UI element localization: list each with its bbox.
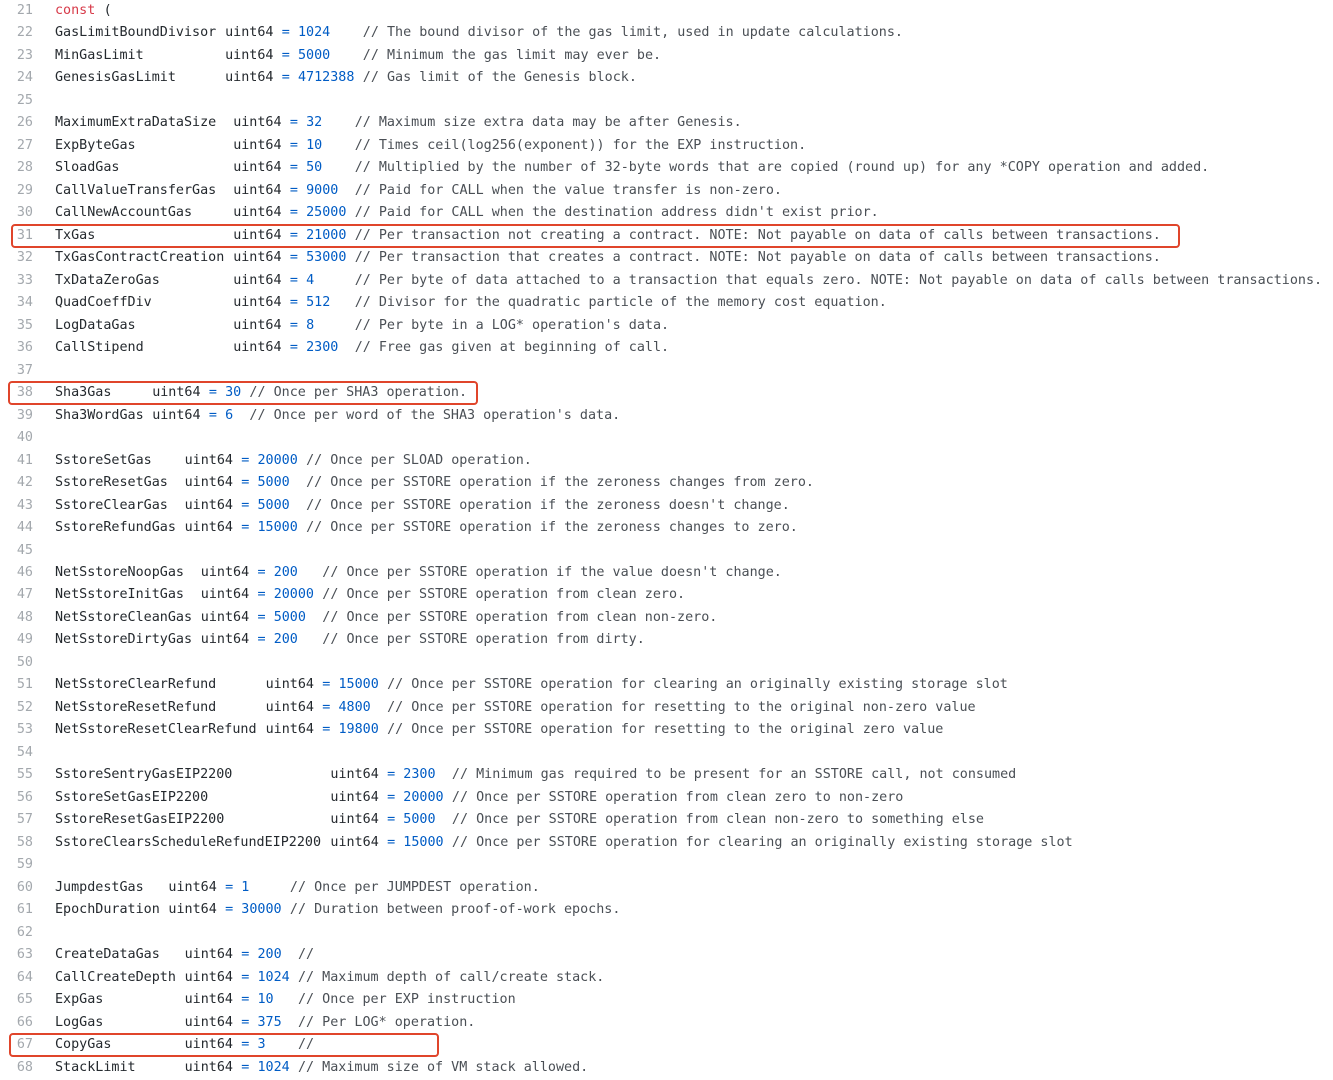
- constant-name: NetSstoreResetRefund: [55, 699, 217, 715]
- constant-value: 21000: [306, 227, 347, 243]
- code-comment: // Times ceil(log256(exponent)) for the EXP instruction.: [354, 137, 807, 153]
- line-number: 55: [16, 767, 33, 783]
- open-paren: (: [103, 3, 112, 18]
- line-number: 49: [16, 632, 33, 648]
- line-number: 32: [16, 250, 33, 266]
- type-name: uint64: [330, 767, 379, 783]
- constant-value: 4: [306, 272, 315, 288]
- constant-name: CreateDataGas: [55, 947, 160, 963]
- equals-operator: =: [241, 452, 250, 468]
- type-name: uint64: [168, 879, 217, 895]
- equals-operator: =: [289, 205, 298, 221]
- constant-value: 19800: [338, 722, 379, 738]
- constant-name: NetSstoreNoopGas: [55, 565, 184, 580]
- line-number: 30: [16, 205, 33, 221]
- line-number: 63: [16, 947, 33, 963]
- code-comment: // Once per SSTORE operation for resetting to the original zero value: [387, 722, 944, 738]
- constant-value: 6: [225, 407, 234, 423]
- constant-name: TxGas: [55, 227, 96, 243]
- constant-name: SstoreClearsScheduleRefundEIP2200: [55, 834, 322, 850]
- constant-name: TxDataZeroGas: [55, 272, 160, 288]
- code-comment: // Once per SSTORE operation if the zeroness changes from zero.: [306, 475, 814, 491]
- constant-value: 10: [257, 992, 274, 1008]
- constant-value: 25000: [306, 205, 347, 221]
- equals-operator: =: [289, 160, 298, 176]
- code-comment: // Per byte in a LOG* operation's data.: [354, 317, 670, 333]
- code-comment: // Once per SSTORE operation from clean non-zero to something else: [451, 812, 984, 828]
- equals-operator: =: [208, 407, 217, 423]
- line-number: 21: [16, 3, 33, 18]
- constant-name: NetSstoreDirtyGas: [55, 632, 193, 648]
- constant-value: 4800: [338, 699, 371, 715]
- line-number: 45: [16, 542, 33, 558]
- code-line: [0, 90, 1333, 112]
- code-comment: // Minimum gas required to be present for an SSTORE call, not consumed: [451, 767, 1017, 783]
- type-name: uint64: [200, 565, 250, 580]
- constant-name: CallStipend: [55, 340, 144, 356]
- code-line: [0, 135, 1333, 157]
- equals-operator: =: [257, 587, 266, 603]
- type-name: uint64: [184, 452, 233, 468]
- constant-value: 4712388: [298, 70, 355, 86]
- line-number: 27: [16, 137, 33, 153]
- type-name: uint64: [233, 317, 282, 333]
- code-comment: // Once per SSTORE operation if the zeroness doesn't change.: [306, 497, 790, 513]
- type-name: uint64: [233, 272, 282, 288]
- constant-value: 2300: [306, 340, 339, 356]
- code-line: [0, 832, 1333, 854]
- code-comment: // Once per SSTORE operation from clean non-zero.: [322, 609, 718, 625]
- equals-operator: =: [322, 722, 331, 738]
- line-number: 52: [16, 699, 33, 715]
- code-comment: // Once per SSTORE operation from dirty.: [322, 632, 645, 648]
- equals-operator: =: [289, 295, 298, 311]
- type-name: uint64: [233, 115, 282, 131]
- constant-name: LogGas: [55, 1014, 104, 1030]
- equals-operator: =: [241, 1014, 250, 1030]
- constant-name: SstoreClearGas: [55, 497, 168, 513]
- line-number: 64: [16, 969, 33, 985]
- type-name: uint64: [330, 789, 379, 805]
- equals-operator: =: [289, 182, 298, 198]
- line-number: 62: [16, 924, 33, 940]
- constant-name: SstoreSetGasEIP2200: [55, 789, 209, 805]
- code-comment: // Once per JUMPDEST operation.: [289, 879, 540, 895]
- code-comment: // Per LOG* operation.: [298, 1014, 476, 1030]
- code-comment: // Once per SHA3 operation.: [249, 385, 468, 401]
- equals-operator: =: [387, 812, 396, 828]
- code-comment: // Once per SSTORE operation from clean zero to non-zero: [451, 789, 904, 805]
- code-line: [0, 809, 1333, 831]
- code-comment: // Once per SSTORE operation for resetting to the original non-zero value: [387, 699, 976, 715]
- type-name: uint64: [233, 227, 282, 243]
- constant-name: NetSstoreResetClearRefund: [55, 722, 257, 738]
- line-number: 39: [16, 407, 33, 423]
- line-number: 43: [16, 497, 33, 513]
- line-number: 40: [16, 430, 33, 446]
- equals-operator: =: [241, 1037, 250, 1053]
- code-comment: // Per transaction that creates a contract. NOTE: Not payable on data of calls between transactions.: [354, 250, 1161, 266]
- code-comment: // Duration between proof-of-work epochs.: [289, 902, 621, 918]
- constant-value: 3: [257, 1037, 266, 1053]
- constant-value: 1024: [257, 1059, 290, 1075]
- type-name: uint64: [233, 340, 282, 356]
- constant-name: CallCreateDepth: [55, 969, 176, 985]
- type-name: uint64: [184, 1014, 233, 1030]
- equals-operator: =: [208, 385, 217, 401]
- type-name: uint64: [184, 969, 233, 985]
- constant-name: NetSstoreCleanGas: [55, 609, 193, 625]
- equals-operator: =: [387, 834, 396, 850]
- constant-name: SstoreRefundGas: [55, 520, 176, 536]
- code-comment: // Divisor for the quadratic particle of the memory cost equation.: [354, 295, 887, 311]
- line-number: 41: [16, 452, 33, 468]
- constant-value: 15000: [338, 677, 379, 693]
- line-number: 26: [16, 115, 33, 131]
- highlight-box: [11, 224, 1180, 248]
- type-name: uint64: [200, 609, 250, 625]
- constant-value: 5000: [403, 812, 436, 828]
- line-number: 66: [16, 1014, 33, 1030]
- line-number: 60: [16, 879, 33, 895]
- type-name: uint64: [225, 47, 274, 63]
- code-line: [0, 360, 1333, 382]
- line-number: 65: [16, 992, 33, 1008]
- equals-operator: =: [281, 47, 290, 63]
- constant-name: QuadCoeffDiv: [55, 295, 152, 311]
- line-number: 25: [16, 92, 33, 108]
- code-line: [0, 674, 1333, 696]
- code-comment: // Once per word of the SHA3 operation's data.: [249, 407, 621, 423]
- line-number: 59: [16, 857, 33, 873]
- line-number: 24: [16, 70, 33, 86]
- code-line: [0, 989, 1333, 1011]
- code-comment: // Once per SSTORE operation from clean zero.: [322, 587, 686, 603]
- code-line: [0, 922, 1333, 944]
- constant-value: 30000: [241, 902, 282, 918]
- code-comment: // Per byte of data attached to a transaction that equals zero. NOTE: Not payable on data of calls between transactions.: [354, 272, 1323, 288]
- type-name: uint64: [152, 385, 201, 401]
- code-line: [0, 427, 1333, 449]
- type-name: uint64: [184, 992, 233, 1008]
- equals-operator: =: [281, 25, 290, 41]
- equals-operator: =: [241, 969, 250, 985]
- constant-value: 200: [273, 632, 298, 648]
- equals-operator: =: [241, 520, 250, 536]
- constant-value: 20000: [403, 789, 444, 805]
- type-name: uint64: [233, 250, 282, 266]
- type-name: uint64: [168, 902, 217, 918]
- constant-value: 2300: [403, 767, 436, 783]
- highlight-box: [8, 381, 478, 405]
- equals-operator: =: [257, 632, 266, 648]
- code-line: [0, 1012, 1333, 1034]
- code-line: [0, 292, 1333, 314]
- type-name: uint64: [225, 70, 274, 86]
- constant-name: LogDataGas: [55, 317, 136, 333]
- constant-value: 200: [257, 947, 282, 963]
- code-line: [0, 540, 1333, 562]
- constant-value: 5000: [257, 475, 290, 491]
- equals-operator: =: [241, 1059, 250, 1075]
- constant-name: TxGasContractCreation: [55, 250, 225, 266]
- line-number: 54: [16, 744, 33, 760]
- line-number: 46: [16, 565, 33, 580]
- code-line: [0, 337, 1333, 359]
- type-name: uint64: [233, 295, 282, 311]
- equals-operator: =: [289, 250, 298, 266]
- constant-name: JumpdestGas: [55, 879, 144, 895]
- code-line: [0, 112, 1333, 134]
- constant-name: GenesisGasLimit: [55, 70, 176, 86]
- type-name: uint64: [233, 182, 282, 198]
- highlight-box: [9, 1033, 439, 1057]
- type-name: uint64: [152, 407, 201, 423]
- line-number: 51: [16, 677, 33, 693]
- equals-operator: =: [257, 565, 266, 580]
- equals-operator: =: [322, 677, 331, 693]
- line-number: 61: [16, 902, 33, 918]
- code-line: [0, 495, 1333, 517]
- line-number: 36: [16, 340, 33, 356]
- code-line: [0, 0, 1333, 22]
- code-comment: //: [298, 947, 315, 963]
- constant-name: CopyGas: [55, 1037, 112, 1053]
- code-line: [0, 697, 1333, 719]
- code-comment: // Paid for CALL when the value transfer is non-zero.: [354, 182, 782, 198]
- code-line: [0, 157, 1333, 179]
- constant-value: 1: [241, 879, 250, 895]
- constant-name: SloadGas: [55, 160, 120, 176]
- code-line: [0, 787, 1333, 809]
- line-number: 47: [16, 587, 33, 603]
- code-comment: // The bound divisor of the gas limit, used in update calculations.: [362, 25, 903, 41]
- constant-value: 5000: [298, 47, 331, 63]
- constant-name: NetSstoreClearRefund: [55, 677, 217, 693]
- constant-name: GasLimitBoundDivisor: [55, 25, 217, 41]
- type-name: uint64: [330, 812, 379, 828]
- equals-operator: =: [289, 272, 298, 288]
- equals-operator: =: [289, 137, 298, 153]
- equals-operator: =: [289, 115, 298, 131]
- constant-value: 20000: [257, 452, 298, 468]
- line-number: 67: [16, 1037, 33, 1053]
- code-comment: // Multiplied by the number of 32-byte words that are copied (round up) for any *COPY operation and added.: [354, 160, 1210, 176]
- code-comment: // Maximum size extra data may be after Genesis.: [354, 115, 742, 131]
- line-number: 48: [16, 609, 33, 625]
- constant-name: CallValueTransferGas: [55, 182, 217, 198]
- line-number: 68: [16, 1059, 33, 1075]
- const-keyword: const: [55, 3, 96, 18]
- line-number: 22: [16, 25, 33, 41]
- code-line: [0, 472, 1333, 494]
- code-comment: // Once per EXP instruction: [298, 992, 516, 1008]
- constant-name: MinGasLimit: [55, 47, 144, 63]
- constant-value: 5000: [273, 609, 306, 625]
- type-name: uint64: [233, 160, 282, 176]
- equals-operator: =: [322, 699, 331, 715]
- code-line: [0, 899, 1333, 921]
- constant-value: 15000: [403, 834, 444, 850]
- code-line: [0, 967, 1333, 989]
- type-name: uint64: [184, 947, 233, 963]
- code-line: [0, 22, 1333, 44]
- equals-operator: =: [257, 609, 266, 625]
- code-line: [0, 764, 1333, 786]
- code-line: [0, 607, 1333, 629]
- line-number: 28: [16, 160, 33, 176]
- line-number: 33: [16, 272, 33, 288]
- constant-name: SstoreResetGas: [55, 475, 168, 491]
- code-comment: // Maximum depth of call/create stack.: [298, 969, 605, 985]
- code-comment: // Free gas given at beginning of call.: [354, 340, 670, 356]
- constant-value: 53000: [306, 250, 347, 266]
- constant-value: 8: [306, 317, 315, 333]
- equals-operator: =: [289, 227, 298, 243]
- code-line: [0, 517, 1333, 539]
- code-line: [0, 584, 1333, 606]
- constant-name: SstoreSentryGasEIP2200: [55, 767, 233, 783]
- line-number: 57: [16, 812, 33, 828]
- line-number: 35: [16, 317, 33, 333]
- code-line: [0, 652, 1333, 674]
- code-line: [0, 45, 1333, 67]
- constant-name: ExpByteGas: [55, 137, 136, 153]
- constant-value: 512: [306, 295, 331, 311]
- type-name: uint64: [184, 520, 233, 536]
- code-line: [0, 315, 1333, 337]
- equals-operator: =: [241, 497, 250, 513]
- constant-name: SstoreResetGasEIP2200: [55, 812, 225, 828]
- code-line: [0, 270, 1333, 292]
- constant-value: 10: [306, 137, 323, 153]
- type-name: uint64: [330, 834, 379, 850]
- code-comment: // Per transaction not creating a contract. NOTE: Not payable on data of calls between transactions.: [354, 227, 1161, 243]
- constant-name: SstoreSetGas: [55, 452, 152, 468]
- equals-operator: =: [289, 317, 298, 333]
- code-comment: // Once per SSTORE operation if the zeroness changes to zero.: [306, 520, 798, 536]
- constant-name: NetSstoreInitGas: [55, 587, 184, 603]
- code-comment: // Once per SSTORE operation for clearing an originally existing storage slot: [451, 834, 1073, 850]
- constant-name: EpochDuration: [55, 902, 160, 918]
- line-number: 31: [16, 227, 33, 243]
- constant-name: CallNewAccountGas: [55, 205, 193, 221]
- constant-value: 50: [306, 160, 323, 176]
- equals-operator: =: [387, 789, 396, 805]
- code-line: [0, 629, 1333, 651]
- code-line: [0, 854, 1333, 876]
- code-comment: // Once per SSTORE operation for clearing an originally existing storage slot: [387, 677, 1008, 693]
- line-number: 38: [16, 385, 33, 401]
- constant-value: 1024: [257, 969, 290, 985]
- line-number: 44: [16, 520, 33, 536]
- code-line: [0, 247, 1333, 269]
- type-name: uint64: [184, 1037, 233, 1053]
- line-number: 29: [16, 182, 33, 198]
- type-name: uint64: [233, 205, 282, 221]
- code-line: [0, 719, 1333, 741]
- code-comment: // Paid for CALL when the destination address didn't exist prior.: [354, 205, 879, 221]
- constant-value: 5000: [257, 497, 290, 513]
- constant-name: StackLimit: [55, 1059, 136, 1075]
- type-name: uint64: [200, 587, 250, 603]
- constant-value: 20000: [273, 587, 314, 603]
- constant-name: Sha3WordGas: [55, 407, 144, 423]
- code-line: [0, 742, 1333, 764]
- code-line: [0, 877, 1333, 899]
- type-name: uint64: [265, 699, 314, 715]
- type-name: uint64: [184, 475, 233, 491]
- type-name: uint64: [265, 677, 314, 693]
- equals-operator: =: [225, 879, 234, 895]
- type-name: uint64: [200, 632, 250, 648]
- type-name: uint64: [233, 137, 282, 153]
- equals-operator: =: [241, 947, 250, 963]
- code-comment: // Once per SLOAD operation.: [306, 452, 532, 468]
- type-name: uint64: [265, 722, 314, 738]
- code-comment: // Once per SSTORE operation if the value doesn't change.: [322, 565, 782, 580]
- code-comment: // Gas limit of the Genesis block.: [362, 70, 637, 86]
- equals-operator: =: [387, 767, 396, 783]
- code-line: [0, 450, 1333, 472]
- line-number: 42: [16, 475, 33, 491]
- line-number: 58: [16, 834, 33, 850]
- line-number: 50: [16, 654, 33, 670]
- constant-name: ExpGas: [55, 992, 104, 1008]
- constant-value: 200: [273, 565, 298, 580]
- code-line: [0, 562, 1333, 584]
- constant-value: 1024: [298, 25, 331, 41]
- code-line: [0, 405, 1333, 427]
- code-comment: //: [298, 1037, 315, 1053]
- line-number: 37: [16, 362, 33, 378]
- constant-name: Sha3Gas: [55, 385, 112, 401]
- line-number: 23: [16, 47, 33, 63]
- equals-operator: =: [289, 340, 298, 356]
- line-number: 53: [16, 722, 33, 738]
- constant-value: 32: [306, 115, 323, 131]
- equals-operator: =: [241, 992, 250, 1008]
- constant-value: 30: [225, 385, 242, 401]
- line-number: 34: [16, 295, 33, 311]
- code-comment: // Minimum the gas limit may ever be.: [362, 47, 662, 63]
- constant-value: 375: [257, 1014, 282, 1030]
- code-comment: // Maximum size of VM stack allowed.: [298, 1059, 589, 1075]
- type-name: uint64: [184, 1059, 233, 1075]
- code-line: [0, 944, 1333, 966]
- constant-name: MaximumExtraDataSize: [55, 115, 217, 131]
- code-line: [0, 67, 1333, 89]
- code-line: [0, 202, 1333, 224]
- constant-value: 9000: [306, 182, 339, 198]
- equals-operator: =: [281, 70, 290, 86]
- type-name: uint64: [225, 25, 274, 41]
- constant-value: 15000: [257, 520, 298, 536]
- line-number: 56: [16, 789, 33, 805]
- code-line: [0, 180, 1333, 202]
- code-line: [0, 1057, 1333, 1079]
- equals-operator: =: [225, 902, 234, 918]
- equals-operator: =: [241, 475, 250, 491]
- type-name: uint64: [184, 497, 233, 513]
